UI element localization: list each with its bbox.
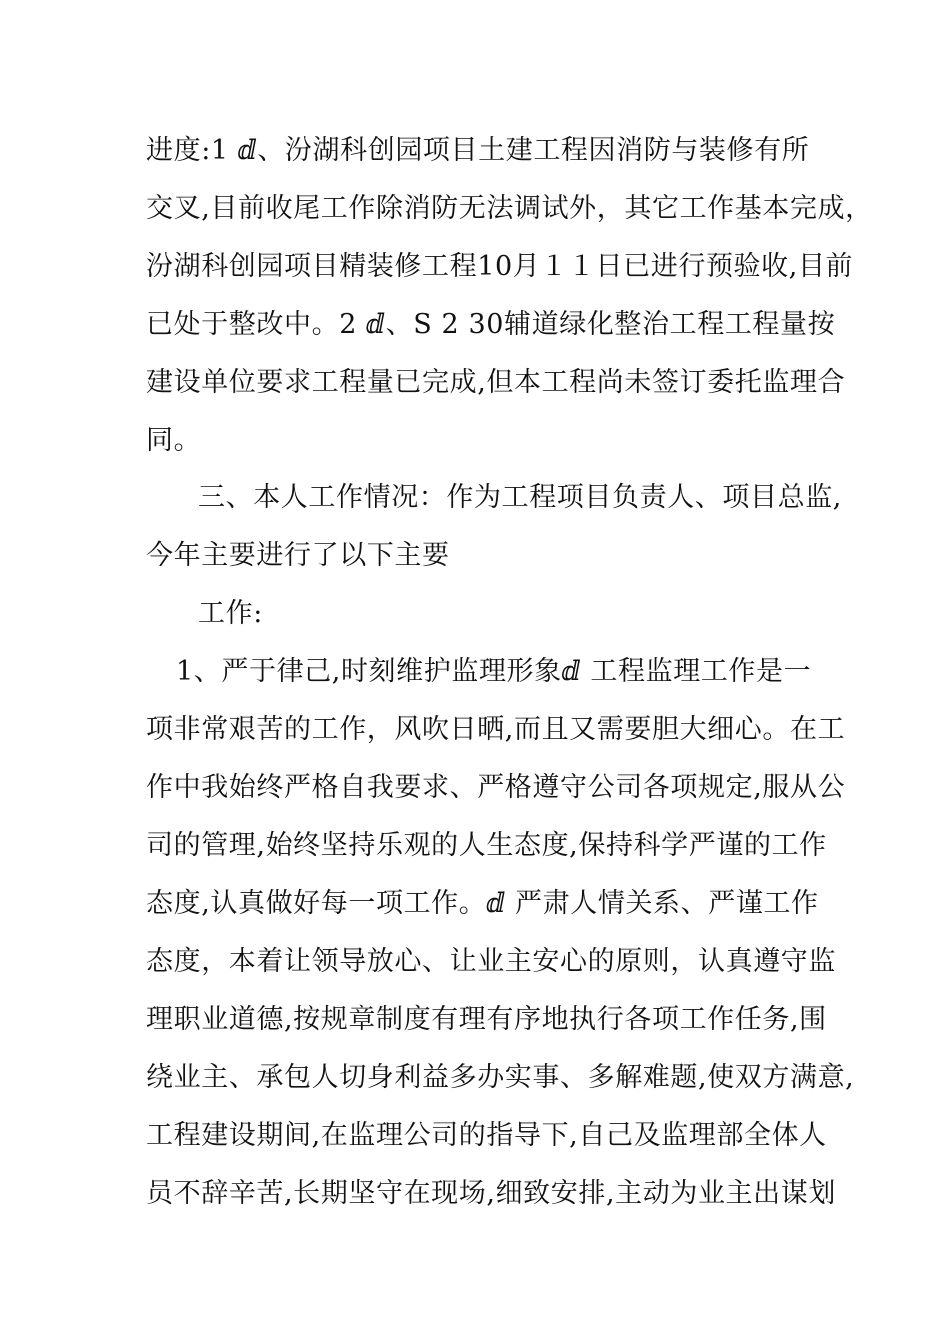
text-line: 工作: (198, 598, 263, 629)
numbered-item-line: 1、严于律己,时刻维护监理形象ⅆ 工程监理工作是一 (176, 656, 812, 687)
text-line: 绕业主、承包人切身利益多办实事、多解难题,使双方满意, (146, 1062, 855, 1093)
text-line: 理职业道德,按规章制度有理有序地执行各项工作任务,围 (146, 1004, 827, 1035)
text-line: 同。 (146, 425, 202, 456)
text-line: 交叉,目前收尾工作除消防无法调试外，其它工作基本完成， (146, 193, 873, 224)
text-line: 建设单位要求工程量已完成,但本工程尚未签订委托监理合 (146, 367, 846, 398)
text-line: 态度，本着让领导放心、让业主安心的原则，认真遵守监 (146, 946, 836, 977)
text-line: 态度,认真做好每一项工作。ⅆ 严肃人情关系、严谨工作 (146, 888, 819, 919)
text-line: 今年主要进行了以下主要 (146, 540, 450, 571)
text-line: 汾湖科创园项目精装修工程10月１１日已进行预验收,目前 (146, 251, 854, 282)
section-heading-line: 三、本人工作情况：作为工程项目负责人、项目总监, (198, 482, 842, 513)
text-line: 已处于整改中。2 ⅆ、S 2 30辅道绿化整治工程工程量按 (146, 309, 836, 340)
text-line: 进度:1 ⅆ、汾湖科创园项目土建工程因消防与装修有所 (146, 135, 810, 166)
text-line: 司的管理,始终坚持乐观的人生态度,保持科学严谨的工作 (146, 830, 827, 861)
text-line: 作中我始终严格自我要求、严格遵守公司各项规定,服从公 (146, 772, 846, 803)
text-line: 项非常艰苦的工作，风吹日晒,而且又需要胆大细心。在工 (146, 714, 846, 745)
text-line: 工程建设期间,在监理公司的指导下,自己及监理部全体人 (146, 1120, 827, 1151)
text-line: 员不辞辛苦,长期坚守在现场,细致安排,主动为业主出谋划 (146, 1178, 836, 1209)
